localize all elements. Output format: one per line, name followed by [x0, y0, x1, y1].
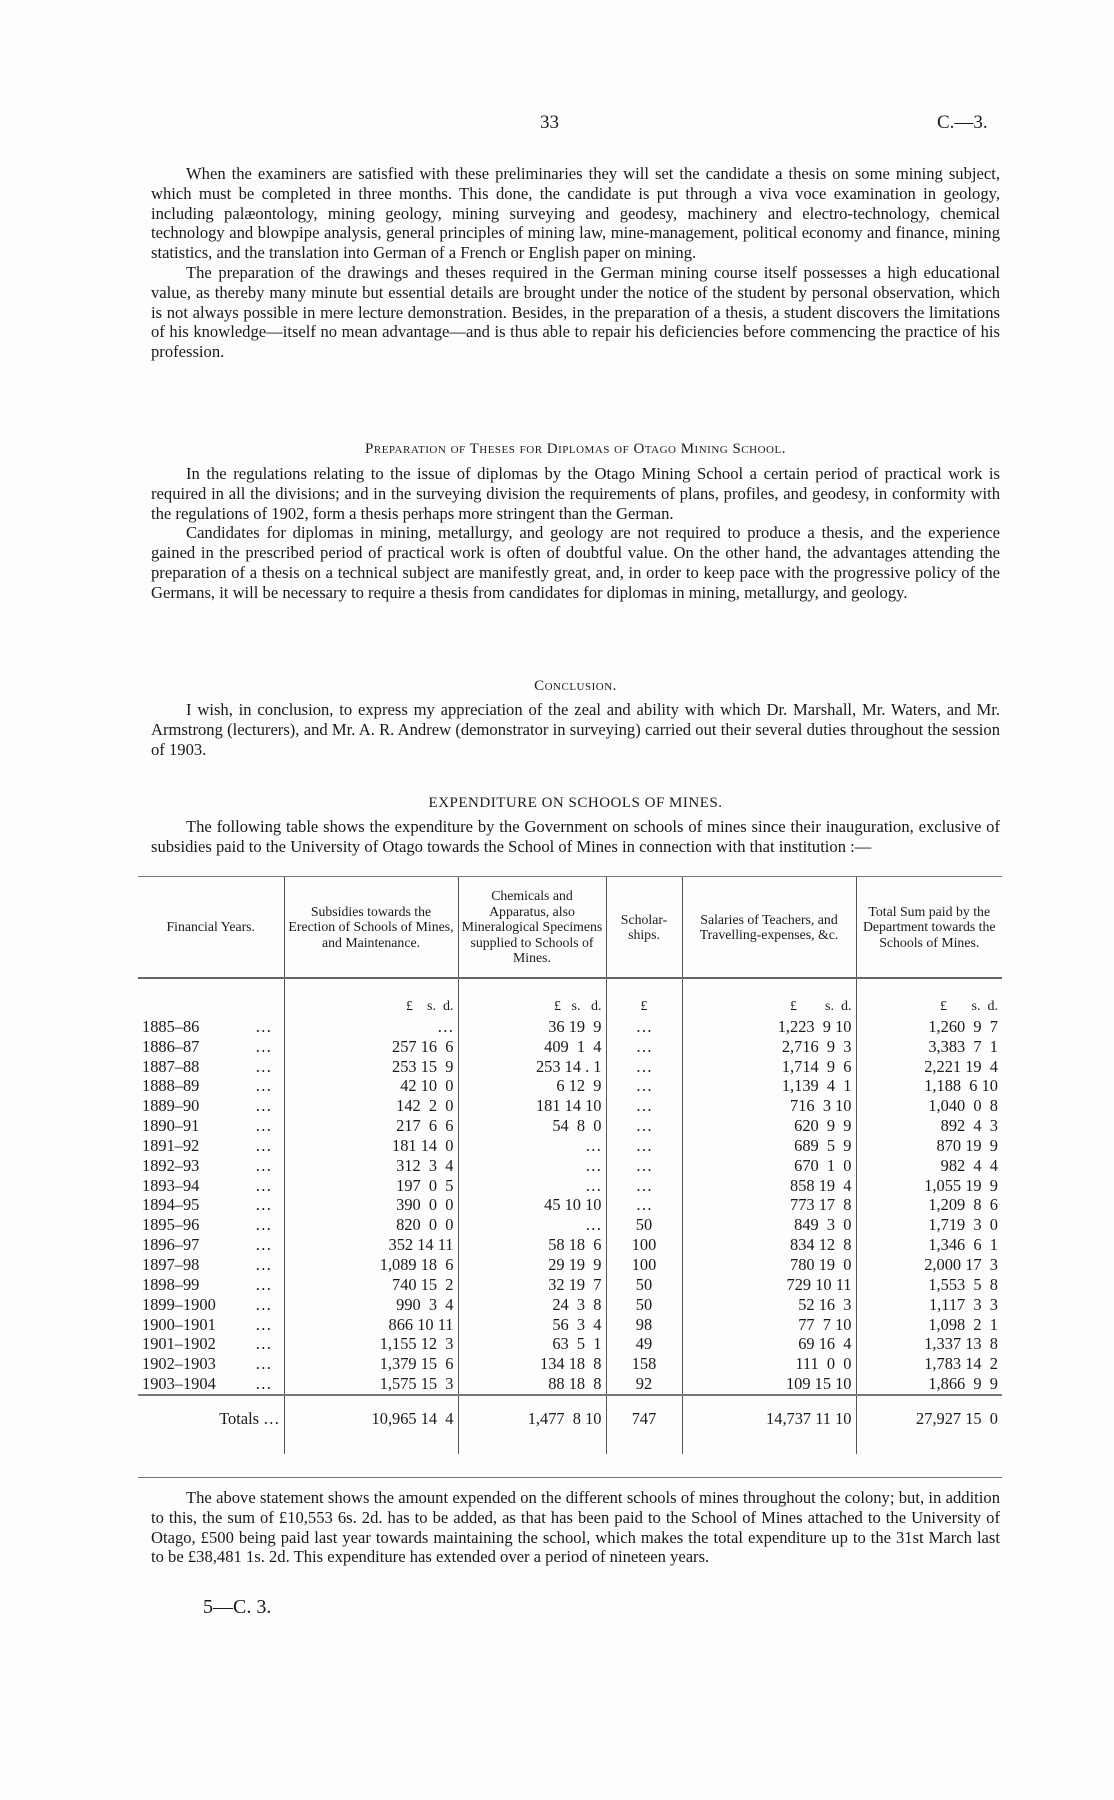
amount-cell: 858 19 4	[682, 1176, 856, 1196]
signature-mark: 5—C. 3.	[203, 1596, 272, 1618]
leader-dots: …	[255, 1016, 272, 1036]
year-cell	[138, 1275, 284, 1295]
column-header: Chemicals and Apparatus, also Mineralogical Specimens supplied to Schools of Mines.	[458, 877, 606, 979]
year-label: 1903–1904	[142, 1374, 216, 1394]
amount-cell: …	[458, 1156, 606, 1176]
year-cell	[138, 1215, 284, 1235]
amount-cell: 98	[606, 1315, 682, 1335]
year-label: 1885–86	[142, 1016, 200, 1036]
amount-cell: 982 4 4	[856, 1156, 1002, 1176]
paragraph: The preparation of the drawings and theses required in the German mining course itself possesses a high educational value, as thereby many minute but essential details are brought under the notice of the student by personal observation, which is not always possible in mere lecture demonstration. Besides, in the preparation of a thesis, a student discovers the limitations of his knowledge—itself no mean advantage—and is thus able to repair his deficiencies before commencing the practice of his profession.	[151, 262, 1000, 362]
amount-cell: …	[606, 1096, 682, 1116]
leader-dots: …	[255, 1056, 272, 1076]
amount-cell: 100	[606, 1235, 682, 1255]
amount-cell: 56 3 4	[458, 1315, 606, 1335]
amount-cell: 1,719 3 0	[856, 1215, 1002, 1235]
amount-cell: …	[284, 1017, 458, 1037]
amount-cell: 747	[606, 1395, 682, 1444]
conclusion-paragraph	[151, 700, 1000, 759]
spacer-cell	[138, 1444, 284, 1454]
amount-cell: 1,337 13 8	[856, 1334, 1002, 1354]
year-label: 1900–1901	[142, 1314, 216, 1334]
table-row	[138, 1275, 1002, 1295]
amount-cell: 42 10 0	[284, 1076, 458, 1096]
leader-dots: …	[255, 1354, 272, 1374]
table-row	[138, 1215, 1002, 1235]
amount-cell: 27,927 15 0	[856, 1395, 1002, 1444]
table-row	[138, 1295, 1002, 1315]
amount-cell: 1,477 8 10	[458, 1395, 606, 1444]
amount-cell: …	[606, 1037, 682, 1057]
amount-cell: 50	[606, 1215, 682, 1235]
year-cell: Totals …	[138, 1395, 284, 1444]
amount-cell: 50	[606, 1275, 682, 1295]
leader-dots: …	[255, 1215, 272, 1235]
amount-cell: 32 19 7	[458, 1275, 606, 1295]
theses-paragraphs	[151, 464, 1000, 603]
table-row	[138, 1354, 1002, 1374]
amount-cell: 1,098 2 1	[856, 1315, 1002, 1335]
table-row	[138, 1255, 1002, 1275]
amount-cell: 63 5 1	[458, 1334, 606, 1354]
amount-cell: 866 10 11	[284, 1315, 458, 1335]
units-row	[138, 978, 1002, 1017]
amount-cell: 990 3 4	[284, 1295, 458, 1315]
column-header: Total Sum paid by the Department towards the Schools of Mines.	[856, 877, 1002, 979]
amount-cell: 390 0 0	[284, 1195, 458, 1215]
amount-cell: …	[458, 1215, 606, 1235]
year-cell	[138, 1255, 284, 1275]
amount-cell: 197 0 5	[284, 1176, 458, 1196]
year-label: 1902–1903	[142, 1354, 216, 1374]
amount-cell: 88 18 8	[458, 1374, 606, 1395]
amount-cell: 1,089 18 6	[284, 1255, 458, 1275]
paragraph: In the regulations relating to the issue of diplomas by the Otago Mining School a certain period of practical work is required in all the divisions; and in the surveying division the requirements of plans, profiles, and geodesy, in conformity with the regulations of 1902, form a thesis perhaps more stringent than the German.	[151, 464, 1000, 523]
year-label: 1892–93	[142, 1155, 200, 1175]
expenditure-intro	[151, 817, 1000, 857]
expenditure-table	[138, 876, 1002, 1454]
spacer-cell	[682, 1444, 856, 1454]
amount-cell: 109 15 10	[682, 1374, 856, 1395]
unit-cell: £ s. d.	[284, 978, 458, 1017]
leader-dots: …	[255, 1294, 272, 1314]
leader-dots: …	[255, 1254, 272, 1274]
year-label: 1888–89	[142, 1076, 200, 1096]
column-header: Salaries of Teachers, and Travelling-expenses, &c.	[682, 877, 856, 979]
column-header: Subsidies towards the Erection of Schools of Mines, and Maintenance.	[284, 877, 458, 979]
year-cell	[138, 1315, 284, 1335]
amount-cell: 54 8 0	[458, 1116, 606, 1136]
amount-cell: …	[606, 1017, 682, 1037]
amount-cell: 24 3 8	[458, 1295, 606, 1315]
amount-cell: 312 3 4	[284, 1156, 458, 1176]
amount-cell: 158	[606, 1354, 682, 1374]
amount-cell: …	[458, 1176, 606, 1196]
paragraph: The above statement shows the amount expended on the different schools of mines throughout the colony; but, in addition to this, the sum of £10,553 6s. 2d. has to be added, as that has been paid to the School of Mines attached to the University of Otago, £500 being paid last year towards maintaining the school, which makes the total expenditure up to the 31st March last to be £38,481 1s. 2d. This expenditure has extended over a period of nineteen years.	[151, 1488, 1000, 1567]
amount-cell: 253 15 9	[284, 1057, 458, 1077]
amount-cell: 352 14 11	[284, 1235, 458, 1255]
amount-cell: 820 0 0	[284, 1215, 458, 1235]
leader-dots: …	[255, 1314, 272, 1334]
amount-cell: 1,055 19 9	[856, 1176, 1002, 1196]
column-header: Financial Years.	[138, 877, 284, 979]
year-cell	[138, 1295, 284, 1315]
amount-cell: 36 19 9	[458, 1017, 606, 1037]
amount-cell: 773 17 8	[682, 1195, 856, 1215]
amount-cell: 716 3 10	[682, 1096, 856, 1116]
unit-cell: £ s. d.	[458, 978, 606, 1017]
paragraph: I wish, in conclusion, to express my appreciation of the zeal and ability with which Dr. Marshall, Mr. Waters, and Mr. Armstrong (lecturers), and Mr. A. R. Andrew (demonstrator in surveying) carried out their several duties throughout the session of 1903.	[151, 700, 1000, 759]
leader-dots: …	[255, 1235, 272, 1255]
leader-dots: …	[255, 1036, 272, 1056]
amount-cell: 1,866 9 9	[856, 1374, 1002, 1395]
table-row	[138, 1195, 1002, 1215]
amount-cell: 14,737 11 10	[682, 1395, 856, 1444]
year-label: 1887–88	[142, 1056, 200, 1076]
table-row	[138, 1096, 1002, 1116]
year-cell	[138, 1017, 284, 1037]
amount-cell: 870 19 9	[856, 1136, 1002, 1156]
amount-cell: …	[606, 1136, 682, 1156]
year-label: 1897–98	[142, 1254, 200, 1274]
amount-cell: 69 16 4	[682, 1334, 856, 1354]
amount-cell: 253 14 . 1	[458, 1057, 606, 1077]
table-row	[138, 1176, 1002, 1196]
year-cell	[138, 1354, 284, 1374]
leader-dots: …	[255, 1155, 272, 1175]
amount-cell: 1,139 4 1	[682, 1076, 856, 1096]
table-row	[138, 1017, 1002, 1037]
amount-cell: 49	[606, 1334, 682, 1354]
amount-cell: 2,000 17 3	[856, 1255, 1002, 1275]
amount-cell: …	[606, 1057, 682, 1077]
amount-cell: 1,260 9 7	[856, 1017, 1002, 1037]
amount-cell: 780 19 0	[682, 1255, 856, 1275]
amount-cell: 1,346 6 1	[856, 1235, 1002, 1255]
amount-cell: 689 5 9	[682, 1136, 856, 1156]
table-row	[138, 1315, 1002, 1335]
leader-dots: …	[255, 1096, 272, 1116]
table-row	[138, 1374, 1002, 1395]
amount-cell: 142 2 0	[284, 1096, 458, 1116]
amount-cell: 92	[606, 1374, 682, 1395]
amount-cell: 77 7 10	[682, 1315, 856, 1335]
amount-cell: 1,040 0 8	[856, 1096, 1002, 1116]
year-cell	[138, 1195, 284, 1215]
section-heading-theses: Preparation of Theses for Diplomas of Otago Mining School.	[365, 441, 786, 457]
unit-cell: £ s. d.	[682, 978, 856, 1017]
amount-cell: 1,575 15 3	[284, 1374, 458, 1395]
amount-cell: 50	[606, 1295, 682, 1315]
leader-dots: …	[255, 1116, 272, 1136]
year-cell	[138, 1374, 284, 1395]
amount-cell: 29 19 9	[458, 1255, 606, 1275]
year-cell	[138, 1116, 284, 1136]
page-number: 33	[540, 112, 559, 133]
year-label: 1891–92	[142, 1135, 200, 1155]
column-header: Scholar-ships.	[606, 877, 682, 979]
amount-cell: …	[606, 1195, 682, 1215]
year-label: 1901–1902	[142, 1334, 216, 1354]
amount-cell: 100	[606, 1255, 682, 1275]
amount-cell: 1,553 5 8	[856, 1275, 1002, 1295]
spacer-cell	[606, 1444, 682, 1454]
year-label: 1894–95	[142, 1195, 200, 1215]
year-cell	[138, 1235, 284, 1255]
amount-cell: 1,209 8 6	[856, 1195, 1002, 1215]
section-heading-conclusion: Conclusion.	[534, 678, 617, 694]
paragraph: When the examiners are satisfied with these preliminaries they will set the candidate a thesis on some mining subject, which must be completed in three months. This done, the candidate is put through a viva voce examination in geology, including palæontology, mining geology, mining surveying and geodesy, machinery and electro-technology, chemical technology and blowpipe analysis, general principles of mining law, mine-management, political economy and finance, mining statistics, and the translation into German of a French or English paper on mining.	[151, 164, 1000, 263]
amount-cell: 1,379 15 6	[284, 1354, 458, 1374]
leader-dots: …	[255, 1076, 272, 1096]
paragraph: Candidates for diplomas in mining, metallurgy, and geology are not required to produce a thesis, and the experience gained in the prescribed period of practical work is often of doubtful value. On the other hand, the advantages attending the preparation of a thesis on a technical subject are manifestly great, and, in order to keep pace with the progressive policy of the Germans, it will be necessary to require a thesis from candidates for diplomas in mining, metallurgy, and geology.	[151, 523, 1000, 602]
unit-cell: £ s. d.	[856, 978, 1002, 1017]
year-label: 1898–99	[142, 1274, 200, 1294]
amount-cell: 409 1 4	[458, 1037, 606, 1057]
amount-cell: 1,223 9 10	[682, 1017, 856, 1037]
amount-cell: 58 18 6	[458, 1235, 606, 1255]
year-cell	[138, 1176, 284, 1196]
intro-paragraphs	[151, 164, 1000, 362]
table-row	[138, 1057, 1002, 1077]
table-row	[138, 1235, 1002, 1255]
amount-cell: 1,783 14 2	[856, 1354, 1002, 1374]
year-cell	[138, 1096, 284, 1116]
year-cell	[138, 1076, 284, 1096]
table-row	[138, 1037, 1002, 1057]
table-row	[138, 1116, 1002, 1136]
amount-cell: 45 10 10	[458, 1195, 606, 1215]
amount-cell: …	[606, 1156, 682, 1176]
year-cell	[138, 1136, 284, 1156]
amount-cell: 2,716 9 3	[682, 1037, 856, 1057]
amount-cell: …	[458, 1136, 606, 1156]
leader-dots: …	[255, 1195, 272, 1215]
year-label: 1889–90	[142, 1096, 200, 1116]
closing-paragraph	[151, 1488, 1000, 1567]
year-cell	[138, 1334, 284, 1354]
leader-dots: …	[255, 1274, 272, 1294]
leader-dots: …	[255, 1334, 272, 1354]
amount-cell: 2,221 19 4	[856, 1057, 1002, 1077]
year-label: 1899–1900	[142, 1294, 216, 1314]
year-label: 1890–91	[142, 1116, 200, 1136]
table-row	[138, 1136, 1002, 1156]
year-label: 1886–87	[142, 1036, 200, 1056]
year-cell	[138, 1037, 284, 1057]
amount-cell: 892 4 3	[856, 1116, 1002, 1136]
document-reference: C.—3.	[937, 112, 988, 133]
spacer-cell	[458, 1444, 606, 1454]
year-label: 1895–96	[142, 1215, 200, 1235]
amount-cell: …	[606, 1116, 682, 1136]
amount-cell: 670 1 0	[682, 1156, 856, 1176]
section-heading-expenditure: EXPENDITURE ON SCHOOLS OF MINES.	[428, 795, 723, 811]
amount-cell: 6 12 9	[458, 1076, 606, 1096]
amount-cell: 3,383 7 1	[856, 1037, 1002, 1057]
leader-dots: …	[255, 1135, 272, 1155]
amount-cell: 1,188 6 10	[856, 1076, 1002, 1096]
spacer-cell	[284, 1444, 458, 1454]
amount-cell: 52 16 3	[682, 1295, 856, 1315]
leader-dots: …	[255, 1175, 272, 1195]
amount-cell: 134 18 8	[458, 1354, 606, 1374]
amount-cell: …	[606, 1076, 682, 1096]
year-cell	[138, 1057, 284, 1077]
unit-cell: £	[606, 978, 682, 1017]
amount-cell: 1,117 3 3	[856, 1295, 1002, 1315]
table-bottom-rule	[138, 1477, 1002, 1478]
amount-cell: 1,155 12 3	[284, 1334, 458, 1354]
amount-cell: 181 14 0	[284, 1136, 458, 1156]
amount-cell: 849 3 0	[682, 1215, 856, 1235]
amount-cell: 10,965 14 4	[284, 1395, 458, 1444]
unit-cell	[138, 978, 284, 1017]
table-row	[138, 1156, 1002, 1176]
year-label: 1896–97	[142, 1235, 200, 1255]
year-label: 1893–94	[142, 1175, 200, 1195]
amount-cell: 181 14 10	[458, 1096, 606, 1116]
amount-cell: 834 12 8	[682, 1235, 856, 1255]
table-row	[138, 1076, 1002, 1096]
table-row	[138, 1334, 1002, 1354]
amount-cell: 217 6 6	[284, 1116, 458, 1136]
table-spacer	[138, 1444, 1002, 1454]
amount-cell: 620 9 9	[682, 1116, 856, 1136]
year-cell	[138, 1156, 284, 1176]
totals-row	[138, 1395, 1002, 1444]
paragraph: The following table shows the expenditure by the Government on schools of mines since their inauguration, exclusive of subsidies paid to the University of Otago towards the School of Mines in connection with that institution :—	[151, 817, 1000, 856]
amount-cell: …	[606, 1176, 682, 1196]
amount-cell: 729 10 11	[682, 1275, 856, 1295]
spacer-cell	[856, 1444, 1002, 1454]
amount-cell: 257 16 6	[284, 1037, 458, 1057]
leader-dots: …	[255, 1374, 272, 1394]
amount-cell: 1,714 9 6	[682, 1057, 856, 1077]
amount-cell: 111 0 0	[682, 1354, 856, 1374]
amount-cell: 740 15 2	[284, 1275, 458, 1295]
